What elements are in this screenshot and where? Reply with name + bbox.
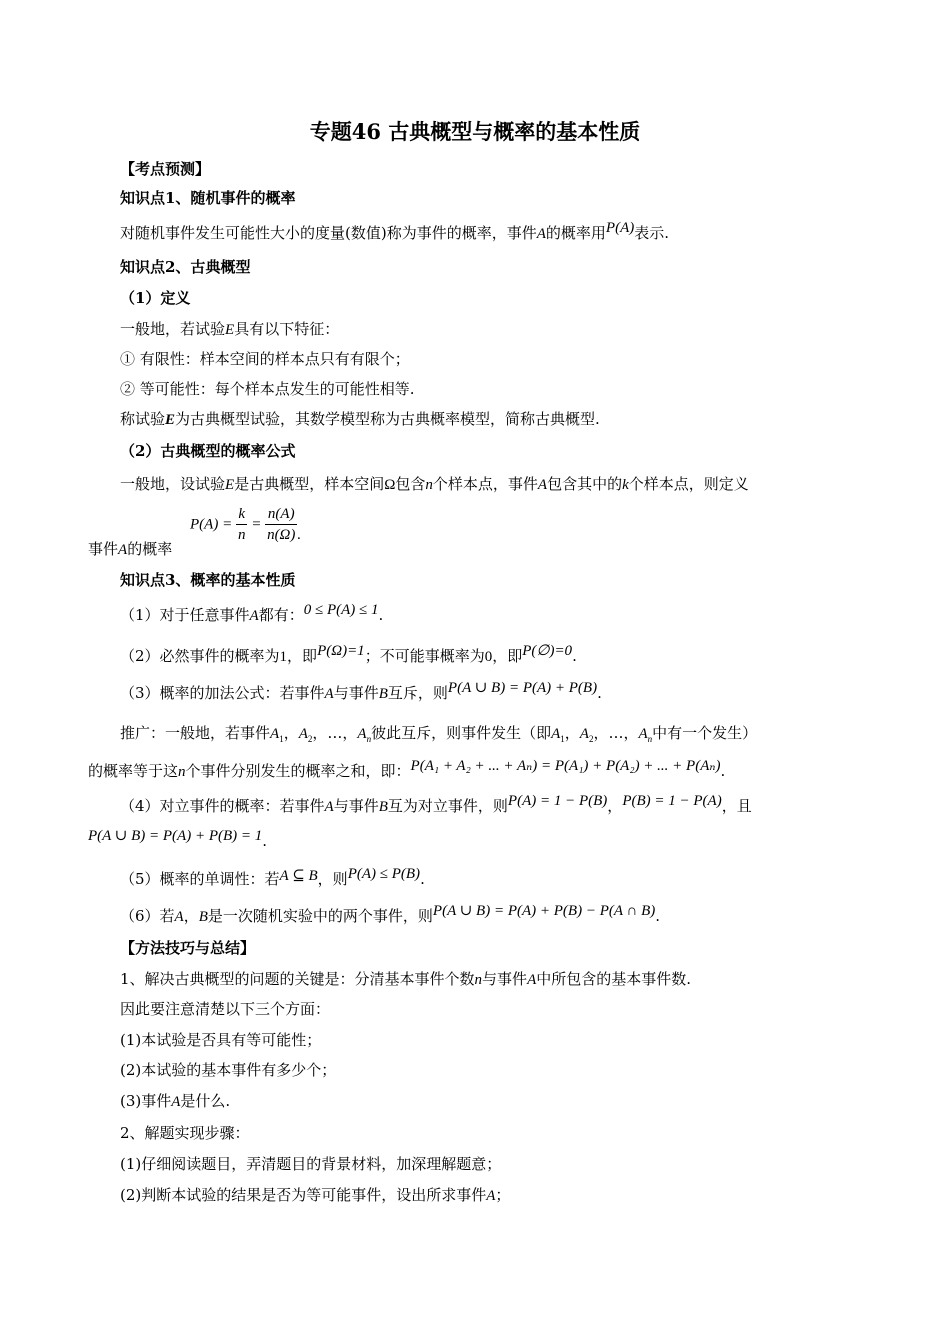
methods-line-3: (1)本试验是否具有等可能性； [120, 1031, 322, 1049]
text: ，即 [287, 647, 318, 665]
fraction-count [265, 504, 297, 545]
text: ；不可能事概率为 [364, 647, 485, 665]
text: 推广：一般地，若事件 [120, 724, 271, 742]
methods-line-1 [120, 968, 691, 991]
math-expr: P(Ω)=1 [317, 643, 365, 659]
text: ，即 [492, 647, 523, 665]
heading-kp1: 知识点1、随机事件的概率 [120, 189, 296, 207]
kp3-property-2 [120, 645, 577, 668]
kp3-property-3 [120, 682, 602, 705]
text: . [420, 870, 425, 888]
math-var: B [378, 799, 388, 815]
text: 中所包含的基本事件数. [536, 970, 692, 988]
kp2-general [120, 473, 749, 496]
kp2-intro [120, 318, 339, 341]
text: ； [495, 1186, 511, 1204]
text: 具有以下特征： [234, 320, 340, 338]
kp2-feature-2: ② 等可能性：每个样本点发生的可能性相等. [120, 380, 415, 398]
math-var: A [537, 477, 548, 493]
text: 是什么. [180, 1092, 231, 1110]
math-var: A [171, 1094, 181, 1110]
text: 的概率等于这 [88, 762, 179, 780]
text: . [597, 684, 602, 702]
text: （4）对立事件的概率：若事件 [120, 797, 325, 815]
text: 与事件 [482, 970, 528, 988]
methods-line-7: (1)仔细阅读题目，弄清题目的背景材料，加深理解题意； [120, 1155, 502, 1173]
math-expr: P(∅)=0 [522, 643, 573, 659]
text: 与事件 [333, 797, 379, 815]
text: . [572, 647, 577, 665]
math-expr: P(A ∪ B) = P(A) + P(B) [447, 680, 598, 696]
text: 的概率用 [545, 224, 606, 242]
text: 1、解决古典概型的问题的关键是：分清基本事件个数 [120, 970, 475, 988]
math-var: A [551, 726, 561, 742]
text: ， [564, 724, 580, 742]
classical-probability-formula [190, 504, 301, 545]
text: 个样本点，则定义 [628, 475, 749, 493]
math-var: E [225, 477, 235, 493]
heading-kp2-formula: （2）古典概型的概率公式 [120, 442, 296, 460]
heading-kp2: 知识点2、古典概型 [120, 258, 251, 276]
text: 是一次随机实验中的两个事件，则 [207, 907, 433, 925]
heading-forecast: 【考点预测】 [120, 160, 211, 178]
text: 与事件 [333, 684, 379, 702]
text: . [378, 606, 384, 624]
math-var: A [118, 542, 128, 558]
text: 为古典概型试验，其数学模型称为古典概率模型，简称古典概型. [175, 410, 600, 428]
math-expr: 0 ≤ P(A) ≤ 1 [303, 602, 379, 618]
math-var: k [622, 477, 629, 493]
kp3-property-5 [120, 868, 425, 891]
math-num: 1 [279, 649, 288, 665]
fraction-k-n [236, 504, 248, 545]
math-expr: A ⊆ B [279, 868, 318, 884]
text: 称试验 [120, 410, 166, 428]
denominator: n [237, 527, 246, 543]
text: 包含其中的 [547, 475, 623, 493]
text: ，且 [721, 797, 752, 815]
text: ， [342, 724, 358, 742]
numerator: n(A) [265, 504, 297, 525]
math-expr: P(A₁ + A₂ + ... + Aₙ) = P(A₁) + P(A₂) + ... + P(Aₙ) [410, 758, 721, 774]
text: 包含 [395, 475, 426, 493]
subscript: 1 [279, 734, 284, 744]
text: . [297, 527, 302, 543]
math-var: B [378, 686, 388, 702]
text: … [608, 724, 624, 742]
kp3-property-1 [120, 604, 383, 627]
text: … [327, 724, 343, 742]
heading-kp2-def: （1）定义 [120, 289, 191, 307]
math-var: A [270, 726, 280, 742]
text: (3)事件 [120, 1092, 172, 1110]
text: ， [183, 907, 199, 925]
text: . [655, 907, 661, 925]
kp2-def-label [88, 538, 172, 561]
text: ， [623, 724, 639, 742]
math-expr: P(A) [605, 220, 635, 236]
math-var: A [324, 686, 334, 702]
subscript: n [647, 734, 653, 744]
text: 事件 [88, 540, 119, 558]
text: . [262, 832, 268, 850]
subscript: 2 [588, 734, 594, 744]
equals: = [251, 516, 262, 533]
text: 一般地，若试验 [120, 320, 226, 338]
text: 互为对立事件，则 [387, 797, 508, 815]
math-var: A [579, 726, 589, 742]
math-var: A [357, 726, 367, 742]
text: （2）必然事件的概率为 [120, 647, 280, 665]
methods-line-6: 2、解题实现步骤： [120, 1124, 250, 1142]
kp1-definition [120, 222, 669, 245]
kp3-property-4 [120, 795, 752, 818]
math-var: A [638, 726, 648, 742]
math-var: E [165, 412, 176, 428]
text: （3）概率的加法公式：若事件 [120, 684, 325, 702]
text: 表示. [634, 224, 670, 242]
text: ，则 [317, 870, 348, 888]
text: (2)判断本试验的结果是否为等可能事件，设出所求事件 [120, 1186, 487, 1204]
numerator: k [236, 504, 248, 525]
kp3-property-4-cont [88, 830, 267, 853]
heading-kp3: 知识点3、概率的基本性质 [120, 571, 296, 589]
math-expr: P(A ∪ B) = P(A) + P(B) − P(A ∩ B) [432, 903, 656, 919]
math-var: n [425, 477, 433, 493]
heading-methods: 【方法技巧与总结】 [120, 939, 256, 957]
kp2-call [120, 408, 600, 431]
kp3-property-6 [120, 905, 660, 928]
kp3-generalization-cont [88, 760, 725, 783]
math-var: A [298, 726, 308, 742]
math-var: Ω [384, 477, 396, 493]
text: （6）若 [120, 907, 175, 925]
text: 中有一个发生） [652, 724, 758, 742]
math-expr: P(B) = 1 − P(A) [622, 793, 722, 809]
text: 的概率 [127, 540, 173, 558]
math-expr: P(A) = 1 − P(B) [507, 793, 608, 809]
math-var: B [198, 909, 208, 925]
subscript: 2 [307, 734, 313, 744]
text: 对随机事件发生可能性大小的度量(数值)称为事件的概率，事件 [120, 224, 537, 242]
denominator: n(Ω) [267, 527, 296, 543]
kp3-generalization [120, 722, 757, 750]
math-var: A [536, 226, 546, 242]
math-expr: P(A ∪ B) = P(A) + P(B) = 1 [88, 828, 263, 844]
math-var: E [225, 322, 235, 338]
text: 互斥，则 [387, 684, 448, 702]
math-num: 0 [484, 649, 493, 665]
math-expr: P(A) ≤ P(B) [347, 866, 421, 882]
text: . [720, 762, 726, 780]
kp2-feature-1: ① 有限性：样本空间的样本点只有有限个； [120, 350, 410, 368]
methods-line-4: (2)本试验的基本事件有多少个； [120, 1061, 337, 1079]
math-var: A [174, 909, 184, 925]
text: 一般地，设试验 [120, 475, 226, 493]
text: ， [283, 724, 299, 742]
text: 个事件分别发生的概率之和，即： [185, 762, 411, 780]
text: 彼此互斥，则事件发生（即 [371, 724, 552, 742]
methods-line-5 [120, 1090, 230, 1113]
math-var: A [324, 799, 334, 815]
methods-line-2: 因此要注意清楚以下三个方面： [120, 1000, 331, 1018]
text: ， [312, 724, 328, 742]
math-var: n [178, 764, 186, 780]
text: 是古典概型，样本空间 [234, 475, 385, 493]
page-title: 专题46 古典概型与概率的基本性质 [309, 119, 641, 144]
text: 个样本点，事件 [432, 475, 538, 493]
text: ， [607, 797, 623, 815]
subscript: n [366, 734, 372, 744]
text: ， [593, 724, 609, 742]
text: （1）对于任意事件 [120, 606, 250, 624]
subscript: 1 [560, 734, 565, 744]
math-var: n [474, 972, 483, 988]
math-var: A [249, 608, 259, 624]
formula-lhs: P(A) = [190, 516, 233, 533]
text: （5）概率的单调性：若 [120, 870, 280, 888]
methods-line-8 [120, 1184, 510, 1207]
math-var: A [527, 972, 537, 988]
math-var: A [486, 1188, 496, 1204]
text: 都有： [258, 606, 304, 624]
